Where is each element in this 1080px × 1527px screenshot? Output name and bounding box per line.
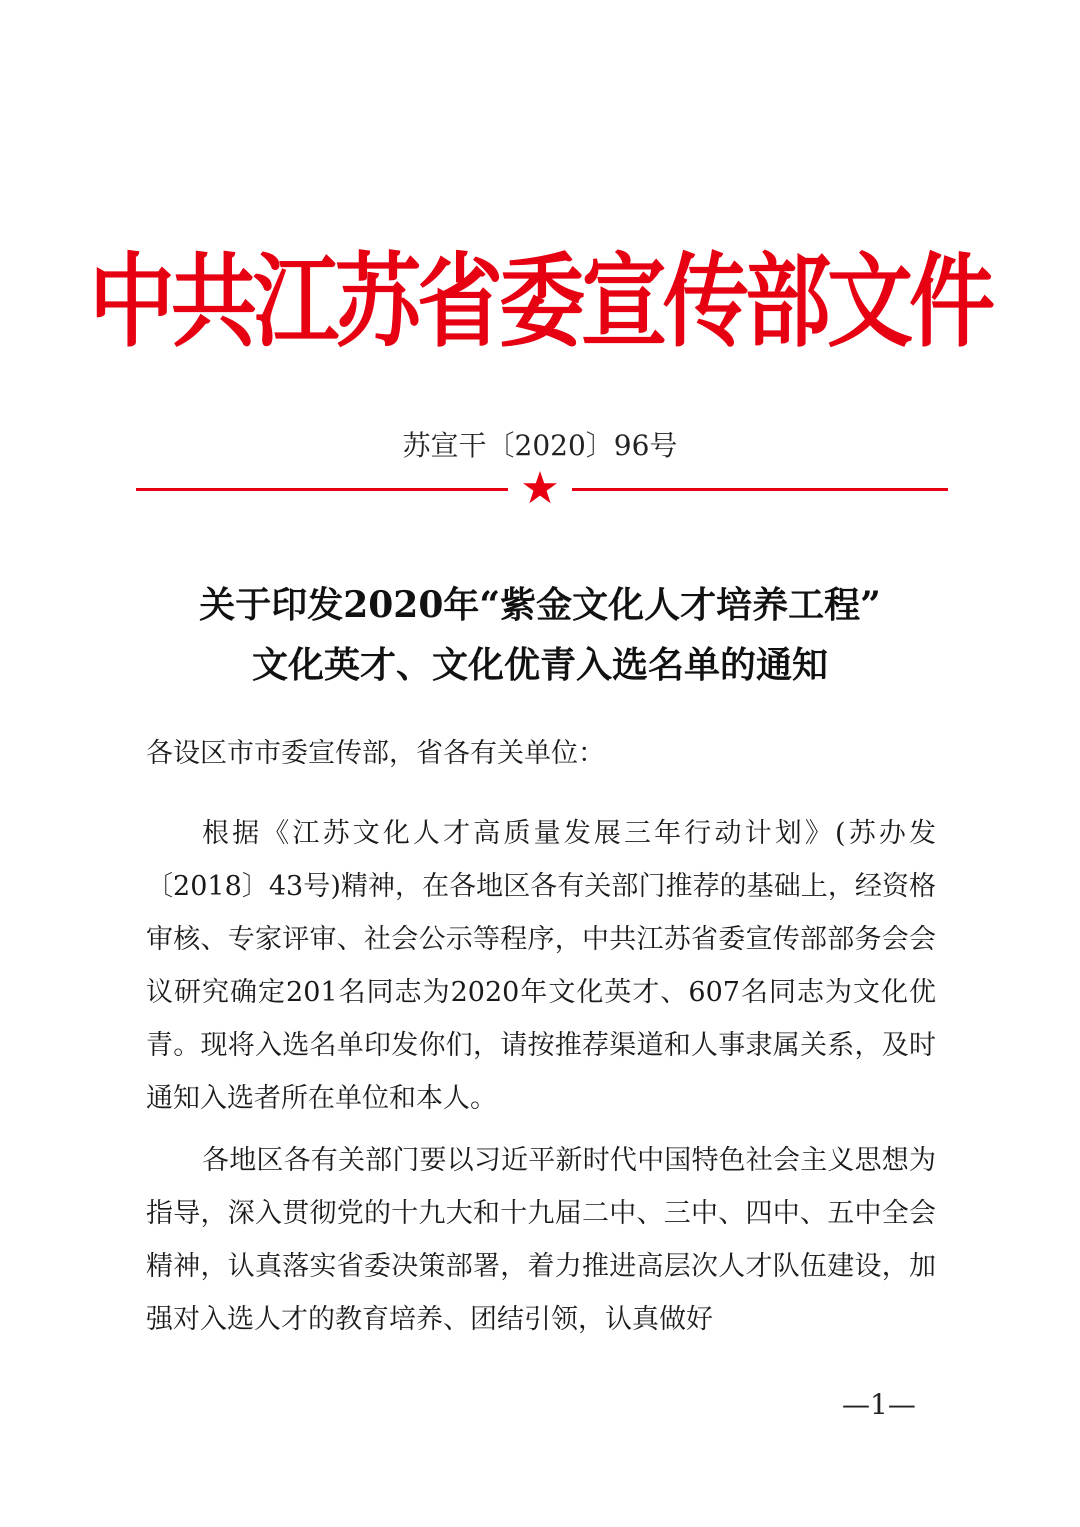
red-divider-right: [572, 488, 948, 491]
document-masthead: 中共江苏省委宣传部文件: [89, 243, 991, 362]
body-paragraph-2: 各地区各有关部门要以习近平新时代中国特色社会主义思想为指导，深入贯彻党的十九大和十九届二中、三中、四中、五中全会精神，认真落实省委决策部署，着力推进高层次人才队伍建设，加强对入选人才的教育培养、团结引领，认真做好: [146, 1145, 936, 1335]
notice-title-line-1: 关于印发2020年“紫金文化人才培养工程”: [199, 584, 881, 626]
document-number: 苏宣干〔2020〕96号: [402, 429, 678, 462]
notice-title-line-2: 文化英才、文化优青入选名单的通知: [251, 644, 828, 686]
red-divider-left: [136, 488, 508, 491]
page-number: —1—: [842, 1388, 916, 1421]
body-paragraph-1: 根据《江苏文化人才高质量发展三年行动计划》(苏办发〔2018〕43号)精神，在各地区各有关部门推荐的基础上，经资格审核、专家评审、社会公示等程序，中共江苏省委宣传部部务会会议研究确定201名同志为2020年文化英才、607名同志为文化优青。现将入选名单印发你们，请按推荐渠道和人事隶属关系，及时通知入选者所在单位和本人。: [146, 818, 936, 1114]
salutation: 各设区市市委宣传部，省各有关单位：: [146, 738, 605, 769]
red-star-icon: [522, 470, 558, 506]
